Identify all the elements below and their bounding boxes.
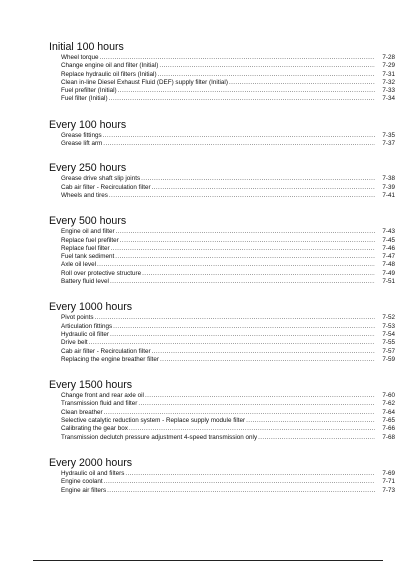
toc-entry[interactable] [61,175,395,183]
dot-leader [142,270,375,278]
entry-label: Fuel filter (Initial) [61,95,108,103]
dot-leader [118,87,375,95]
toc-entry[interactable] [61,245,395,253]
section-spacer [49,148,395,162]
toc-entry[interactable] [61,278,395,286]
entry-page-number: 7-43 [382,228,395,236]
dot-leader [258,434,375,442]
entry-page-number: 7-59 [382,355,395,363]
entry-label: Wheel torque [61,54,99,61]
entry-label: Grease fittings [61,131,102,139]
toc-entry[interactable] [61,71,395,79]
dot-leader [111,245,375,253]
section-spacer [49,364,395,379]
entry-label: Engine air filters [61,486,107,494]
section-title: Every 500 hours [49,215,127,228]
entry-label: Replace hydraulic oil filters (Initial) [61,70,157,78]
dot-leader [158,71,375,79]
dot-leader [113,323,375,331]
dot-leader [120,237,375,245]
maintenance-schedule-toc [49,41,395,495]
toc-entry[interactable] [61,237,395,245]
dot-leader [109,95,375,103]
section-title: Initial 100 hours [49,41,124,53]
section-every-2000-hours [49,457,395,495]
entry-label: Clean in-line Diesel Exhaust Fluid (DEF) supply filter (Initial) [61,78,228,86]
dot-leader [116,228,375,236]
entry-label: Grease lift arm [61,140,103,148]
entry-label: Roll over protective structure [61,269,142,277]
section-spacer [49,442,395,457]
toc-entry[interactable] [61,228,395,236]
dot-leader [152,184,375,192]
toc-entry[interactable] [61,400,395,408]
toc-entry[interactable] [61,95,395,103]
section-every-100-hours [49,119,395,149]
dot-leader [246,417,375,425]
toc-entry[interactable] [61,356,395,364]
toc-entry[interactable] [61,79,395,87]
entry-list [61,132,395,149]
entry-list [61,54,395,104]
entry-page-number: 7-37 [382,140,395,148]
entry-page-number: 7-39 [382,183,395,191]
toc-entry[interactable] [61,184,395,192]
entry-label: Replace fuel filter [61,244,110,252]
dot-leader [99,54,375,62]
toc-entry[interactable] [61,270,395,278]
entry-page-number: 7-53 [382,322,395,330]
section-every-250-hours [49,162,395,200]
entry-list [61,314,395,364]
toc-entry[interactable] [61,339,395,347]
entry-page-number: 7-60 [382,392,395,400]
section-spacer [49,104,395,119]
entry-page-number: 7-65 [382,417,395,425]
dot-leader [115,253,375,261]
entry-label: Drive belt [61,339,88,347]
entry-label: Transmission declutch pressure adjustment 4-speed transmission only [61,433,258,441]
dot-leader [145,392,375,400]
entry-page-number: 7-71 [382,478,395,486]
entry-page-number: 7-73 [382,486,395,494]
entry-label: Cab air filter - Recirculation filter [61,183,151,191]
toc-entry[interactable] [61,87,395,95]
entry-label: Grease drive shaft slip joints [61,175,141,183]
section-title: Every 100 hours [49,118,127,131]
entry-label: Fuel tank sediment [61,253,115,261]
section-title: Every 1000 hours [49,301,133,314]
entry-label: Wheels and tires [61,191,108,199]
entry-page-number: 7-51 [382,278,395,286]
dot-leader [109,192,375,200]
entry-page-number: 7-41 [382,191,395,199]
entry-list [61,228,395,286]
entry-page-number: 7-55 [382,339,395,347]
section-every-1000-hours [49,301,395,364]
entry-label: Selective catalytic reduction system - Replace supply module filter [61,417,246,425]
entry-label: Calibrating the gear box [61,425,128,433]
entry-label: Hydraulic oil filter [61,330,109,338]
entry-label: Articulation fittings [61,322,113,330]
entry-page-number: 7-31 [382,70,395,78]
entry-page-number: 7-29 [382,62,395,70]
toc-entry[interactable] [61,478,395,486]
dot-leader [141,175,375,183]
entry-label: Engine oil and filter [61,228,115,236]
entry-page-number: 7-33 [382,87,395,95]
entry-page-number: 7-68 [382,433,395,441]
section-title: Every 250 hours [49,162,127,175]
toc-entry[interactable] [61,348,395,356]
toc-entry[interactable] [61,323,395,331]
dot-leader [125,470,375,478]
entry-list [61,470,395,495]
entry-label: Fuel prefilter (Initial) [61,87,117,95]
entry-page-number: 7-69 [382,469,395,477]
entry-label: Axle oil level [61,261,96,269]
entry-label: Clean breather [61,408,103,416]
toc-entry[interactable] [61,261,395,269]
toc-entry[interactable] [61,417,395,425]
entry-label: Battery fluid level [61,278,109,286]
section-spacer [49,200,395,215]
toc-entry[interactable] [61,192,395,200]
entry-page-number: 7-49 [382,269,395,277]
toc-entry[interactable] [61,54,395,62]
dot-leader [97,261,375,269]
footer-divider [33,560,383,561]
dot-leader [104,478,375,486]
toc-entry[interactable] [61,425,395,433]
entry-page-number: 7-47 [382,253,395,261]
entry-label: Pivot points [61,314,94,322]
dot-leader [95,314,375,322]
entry-label: Transmission fluid and filter [61,400,138,408]
toc-entry[interactable] [61,253,395,261]
entry-page-number: 7-34 [382,95,395,103]
entry-list [61,392,395,442]
entry-label: Engine coolant [61,478,103,486]
entry-page-number: 7-54 [382,330,395,338]
toc-entry[interactable] [61,470,395,478]
dot-leader [159,62,375,70]
entry-label: Replacing the engine breather filter [61,355,160,363]
toc-entry[interactable] [61,331,395,339]
entry-page-number: 7-62 [382,400,395,408]
section-spacer [49,286,395,301]
dot-leader [110,278,375,286]
dot-leader [152,348,375,356]
entry-page-number: 7-48 [382,261,395,269]
toc-entry[interactable] [61,487,395,495]
section-every-500-hours [49,215,395,286]
entry-list [61,175,395,200]
toc-entry[interactable] [61,409,395,417]
toc-entry[interactable] [61,62,395,70]
section-title: Every 1500 hours [49,379,133,392]
entry-page-number: 7-66 [382,425,395,433]
dot-leader [138,400,375,408]
dot-leader [160,356,375,364]
entry-page-number: 7-64 [382,408,395,416]
entry-page-number: 7-45 [382,236,395,244]
section-title: Every 2000 hours [49,456,133,469]
dot-leader [103,140,375,148]
entry-label: Hydraulic oil and filters [61,469,125,477]
entry-page-number: 7-32 [382,78,395,86]
section-initial-100-hours [49,41,395,104]
dot-leader [129,425,375,433]
entry-label: Replace fuel prefilter [61,236,119,244]
entry-page-number: 7-57 [382,347,395,355]
dot-leader [89,339,375,347]
dot-leader [110,331,375,339]
toc-entry[interactable] [61,392,395,400]
entry-page-number: 7-52 [382,314,395,322]
entry-label: Change front and rear axle oil [61,392,144,400]
toc-entry[interactable] [61,314,395,322]
entry-label: Change engine oil and filter (Initial) [61,62,159,70]
toc-entry[interactable] [61,140,395,148]
entry-page-number: 7-35 [382,131,395,139]
toc-entry[interactable] [61,132,395,140]
entry-page-number: 7-28 [382,54,395,61]
dot-leader [104,409,375,417]
toc-entry[interactable] [61,434,395,442]
section-every-1500-hours [49,379,395,442]
dot-leader [229,79,375,87]
dot-leader [103,132,375,140]
entry-label: Cab air filter - Recirculation filter [61,347,151,355]
dot-leader [107,487,375,495]
entry-page-number: 7-46 [382,244,395,252]
entry-page-number: 7-38 [382,175,395,183]
